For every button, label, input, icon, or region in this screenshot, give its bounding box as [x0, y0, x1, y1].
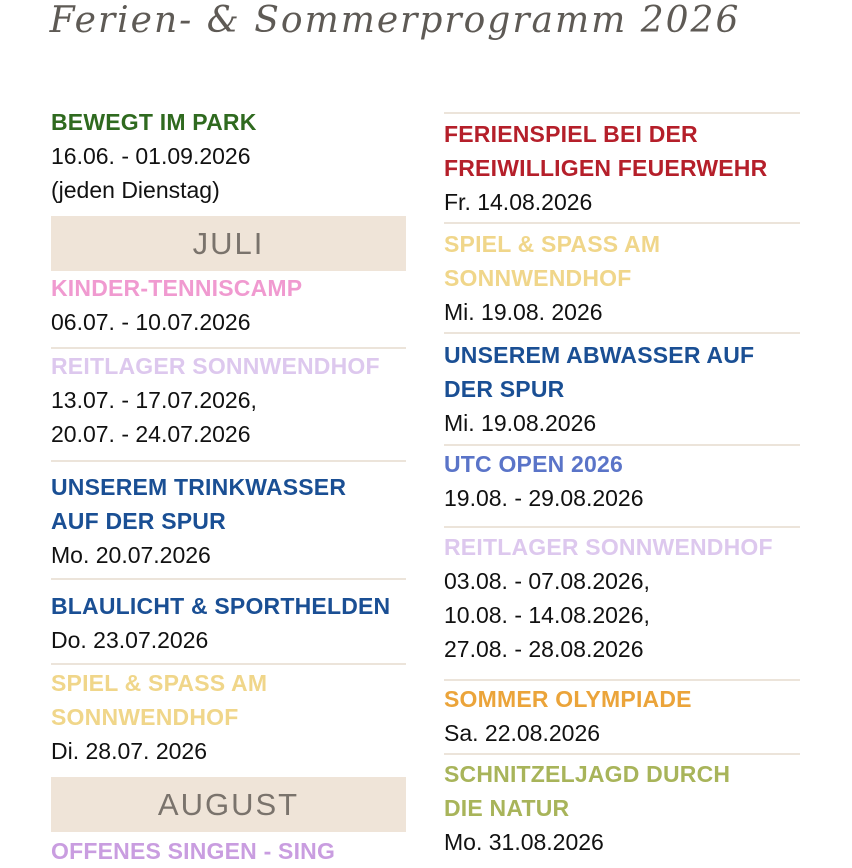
divider: [51, 578, 406, 580]
event-entry: [51, 470, 431, 572]
event-entry: [51, 349, 431, 451]
event-title: OFFENES SINGEN - SING: [51, 838, 336, 864]
page-title: Ferien- & Sommerprogramm 2026: [49, 0, 741, 41]
event-entry: [51, 271, 431, 339]
event-title: SOMMER OLYMPIADE: [444, 686, 692, 712]
event-title: KINDER-TENNISCAMP: [51, 275, 303, 301]
month-banner-august: AUGUST: [51, 777, 406, 832]
event-title: UNSEREM ABWASSER AUF: [444, 342, 755, 368]
event-date: 06.07. - 10.07.2026: [51, 309, 251, 335]
event-date: Di. 28.07. 2026: [51, 738, 208, 764]
event-title: DIE NATUR: [444, 795, 570, 821]
event-entry: [51, 105, 431, 207]
event-title: SPIEL & SPASS AM: [444, 231, 661, 257]
event-date: Mo. 31.08.2026: [444, 829, 604, 855]
event-date: 10.08. - 14.08.2026,: [444, 602, 650, 628]
event-date: 03.08. - 07.08.2026,: [444, 568, 650, 594]
event-entry: [444, 682, 844, 750]
event-title: REITLAGER SONNWENDHOF: [444, 534, 773, 560]
event-date: 19.08. - 29.08.2026: [444, 485, 644, 511]
event-title: FREIWILLIGEN FEUERWEHR: [444, 155, 768, 181]
event-entry: [51, 834, 431, 868]
event-entry: [444, 227, 844, 329]
divider: [51, 460, 406, 462]
event-title: REITLAGER SONNWENDHOF: [51, 353, 380, 379]
event-title: FERIENSPIEL BEI DER: [444, 121, 698, 147]
event-title: BLAULICHT & SPORTHELDEN: [51, 593, 391, 619]
divider: [444, 444, 800, 446]
event-title: UNSEREM TRINKWASSER: [51, 474, 347, 500]
divider: [444, 526, 800, 528]
event-title: SCHNITZELJAGD DURCH: [444, 761, 731, 787]
event-entry: [444, 338, 844, 440]
event-title: SONNWENDHOF: [51, 704, 239, 730]
divider: [444, 332, 800, 334]
event-date: Do. 23.07.2026: [51, 627, 209, 653]
divider: [444, 753, 800, 755]
event-date: Mi. 19.08. 2026: [444, 299, 603, 325]
event-title: UTC OPEN 2026: [444, 451, 623, 477]
event-entry: [444, 530, 844, 666]
event-title: DER SPUR: [444, 376, 565, 402]
event-title: AUF DER SPUR: [51, 508, 226, 534]
event-title: SONNWENDHOF: [444, 265, 632, 291]
event-title: BEWEGT IM PARK: [51, 109, 257, 135]
event-date: Sa. 22.08.2026: [444, 720, 601, 746]
divider: [444, 222, 800, 224]
month-banner-july: JULI: [51, 216, 406, 271]
event-entry: [444, 447, 844, 515]
event-entry: [51, 666, 431, 768]
event-entry: [444, 757, 844, 859]
event-date: 13.07. - 17.07.2026,: [51, 387, 257, 413]
event-entry: [51, 589, 431, 657]
divider: [444, 679, 800, 681]
event-date: Mo. 20.07.2026: [51, 542, 211, 568]
event-entry: [444, 117, 844, 219]
divider: [444, 112, 800, 114]
event-date: Mi. 19.08.2026: [444, 410, 597, 436]
event-date: (jeden Dienstag): [51, 177, 220, 203]
event-title: SPIEL & SPASS AM: [51, 670, 268, 696]
event-date: 16.06. - 01.09.2026: [51, 143, 251, 169]
event-date: 27.08. - 28.08.2026: [444, 636, 644, 662]
divider: [51, 663, 406, 665]
event-date: 20.07. - 24.07.2026: [51, 421, 251, 447]
event-date: Fr. 14.08.2026: [444, 189, 593, 215]
